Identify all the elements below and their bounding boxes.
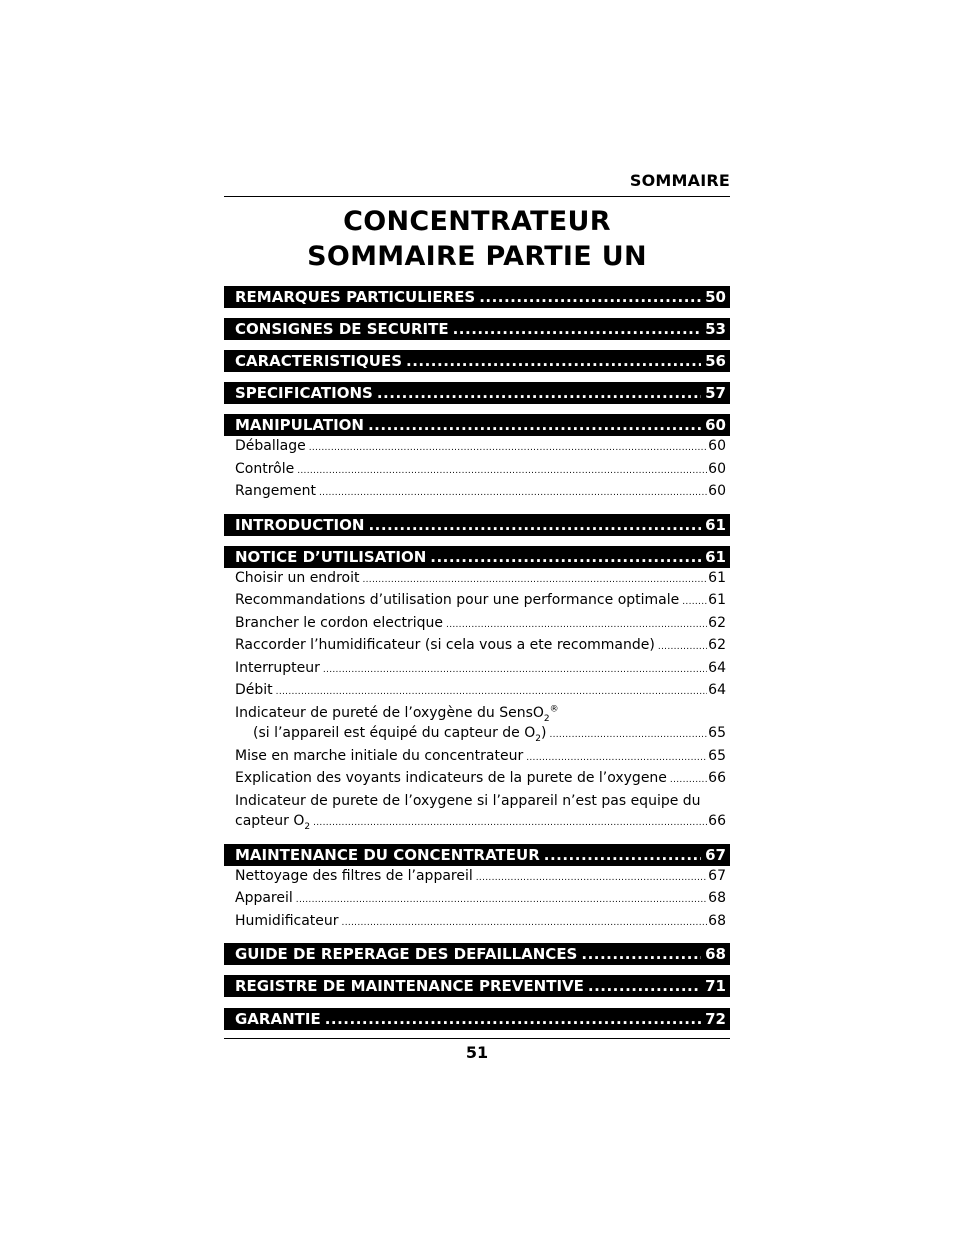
toc-entry[interactable]: Brancher le cordon electrique ..... 62 (235, 613, 726, 636)
toc-section-page: 57 (705, 384, 726, 402)
leader-dots (549, 725, 707, 746)
toc-section-page: 71 (705, 977, 726, 995)
toc-section-specifications[interactable] (224, 382, 730, 404)
toc-entry[interactable]: Appareil ..... 68 (235, 888, 726, 911)
toc-section-registre[interactable] (224, 975, 730, 997)
toc-section-manipulation[interactable] (224, 414, 730, 436)
toc-entry[interactable]: Raccorder l’humidificateur (si cela vous a ete recommande) ..... 62 (235, 635, 726, 658)
toc-section-remarques[interactable] (224, 286, 730, 308)
leader-dots (588, 977, 701, 995)
toc-section-page: 60 (705, 416, 726, 434)
toc-section-page: 50 (705, 288, 726, 306)
toc-section-introduction[interactable] (224, 514, 730, 536)
leader-dots (309, 438, 707, 459)
leader-dots (342, 913, 708, 934)
leader-dots (297, 461, 707, 482)
toc-entry[interactable]: Choisir un endroit ..... 61 (235, 568, 726, 591)
leader-dots (682, 592, 707, 613)
toc-section-guide[interactable] (224, 943, 730, 965)
toc-entry[interactable]: Nettoyage des filtres de l’appareil ..... 67 (235, 866, 726, 889)
header-rule (224, 196, 730, 197)
table-of-contents (224, 286, 730, 1030)
leader-dots (476, 868, 707, 889)
toc-section-label: SPECIFICATIONS (235, 384, 373, 402)
leader-dots (325, 1010, 701, 1028)
leader-dots (479, 288, 701, 306)
toc-entry-senso2-line1[interactable]: Indicateur de pureté de l’oxygène du SensO$_2$® (235, 703, 559, 723)
leader-dots (377, 384, 701, 402)
toc-section-label: INTRODUCTION (235, 515, 365, 534)
leader-dots (319, 483, 707, 504)
toc-section-garantie[interactable] (224, 1008, 730, 1030)
toc-entries-manipulation (224, 436, 730, 504)
toc-section-page: 56 (705, 352, 726, 370)
toc-entry-indicateur-line1[interactable]: Indicateur de purete de l’oxygene si l’appareil n’est pas equipe du (235, 792, 701, 809)
toc-entries-notice (224, 568, 730, 834)
toc-section-label: CARACTERISTIQUES (235, 352, 402, 370)
toc-section-page: 53 (705, 320, 726, 338)
toc-section-maintenance[interactable] (224, 844, 730, 866)
running-header: SOMMAIRE (629, 171, 730, 190)
leader-dots (658, 637, 707, 658)
leader-dots (313, 813, 707, 834)
leader-dots (526, 748, 707, 769)
toc-entry[interactable]: Rangement ..... 60 (235, 481, 726, 504)
page-title (224, 204, 730, 274)
toc-section-label: MANIPULATION (235, 416, 364, 434)
leader-dots (446, 615, 707, 636)
leader-dots (368, 516, 701, 534)
leader-dots (362, 570, 707, 591)
toc-section-caracteristiques[interactable] (224, 350, 730, 372)
leader-dots (670, 770, 707, 791)
toc-entry[interactable]: Interrupteur ..... 64 (235, 658, 726, 681)
footer-rule (224, 1038, 730, 1039)
toc-entry[interactable]: Déballage ..... 60 (235, 436, 726, 459)
toc-entry-indicateur-line2[interactable]: capteur $O_2$ ..... 66 (235, 811, 726, 834)
toc-section-label: MAINTENANCE DU CONCENTRATEUR (235, 845, 540, 864)
toc-section-page: 68 (705, 945, 726, 963)
toc-section-page: 72 (705, 1010, 726, 1028)
toc-entry[interactable]: Mise en marche initiale du concentrateur ..... 65 (235, 746, 726, 769)
toc-section-label: GUIDE DE REPERAGE DES DEFAILLANCES (235, 945, 578, 963)
toc-entry[interactable]: Débit ..... 64 (235, 680, 726, 703)
leader-dots (296, 890, 707, 911)
title-line-2: SOMMAIRE PARTIE UN (307, 241, 647, 272)
toc-entry[interactable]: Explication des voyants indicateurs de la purete de l’oxygene ..... 66 (235, 768, 726, 791)
leader-dots (430, 548, 701, 566)
toc-section-page: 61 (705, 515, 726, 534)
toc-entries-maintenance (224, 866, 730, 934)
toc-section-label: NOTICE D’UTILISATION (235, 547, 427, 566)
title-line-1: CONCENTRATEUR (343, 206, 611, 237)
toc-section-label: REGISTRE DE MAINTENANCE PREVENTIVE (235, 977, 584, 995)
toc-entry[interactable]: Recommandations d’utilisation pour une performance optimale ..... 61 (235, 590, 726, 613)
toc-section-page: 67 (705, 845, 726, 864)
page-number: 51 (465, 1043, 489, 1062)
toc-section-label: GARANTIE (235, 1010, 321, 1028)
leader-dots (581, 945, 701, 963)
leader-dots (544, 846, 701, 864)
toc-section-page: 61 (705, 547, 726, 566)
toc-entry-senso2-line2[interactable]: (si l’appareil est équipé du capteur de $O_2$) ..... 65 (235, 723, 726, 746)
leader-dots (323, 660, 707, 681)
toc-entry[interactable]: Contrôle ..... 60 (235, 459, 726, 482)
leader-dots (453, 320, 702, 338)
toc-entry[interactable]: Humidificateur ..... 68 (235, 911, 726, 934)
toc-section-consignes[interactable] (224, 318, 730, 340)
toc-section-label: REMARQUES PARTICULIERES (235, 288, 476, 306)
toc-section-notice[interactable] (224, 546, 730, 568)
leader-dots (406, 352, 701, 370)
toc-section-label: CONSIGNES DE SECURITE (235, 320, 449, 338)
leader-dots (368, 416, 701, 434)
leader-dots (276, 682, 708, 703)
